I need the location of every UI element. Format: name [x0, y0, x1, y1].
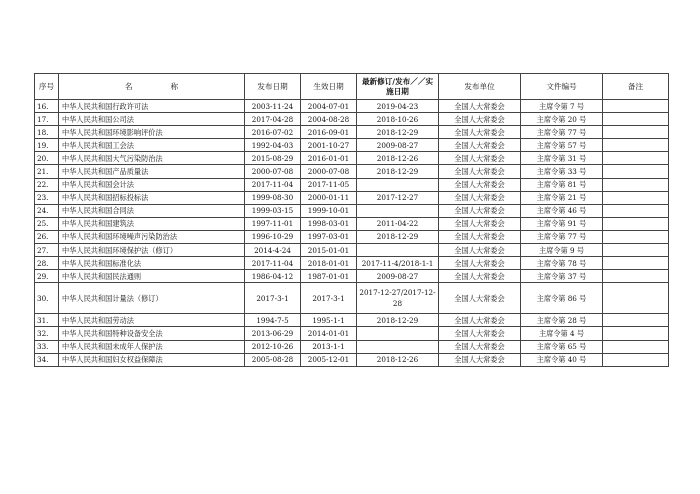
- issuer-cell: 全国人大常委会: [439, 191, 521, 204]
- table-row: [35, 230, 669, 243]
- law-name-cell: 中华人民共和国会计法: [59, 178, 245, 191]
- remark-cell: [603, 270, 669, 283]
- revision-date-cell: [357, 340, 439, 353]
- table-row: [35, 178, 669, 191]
- header-issuer: 发布单位: [439, 74, 521, 100]
- law-name-cell: 中华人民共和国民法通则: [59, 270, 245, 283]
- header-no: 序号: [35, 74, 59, 100]
- table-row: [35, 283, 669, 314]
- remark-cell: [603, 204, 669, 217]
- issuer-cell: 全国人大常委会: [439, 244, 521, 257]
- issuer-cell: 全国人大常委会: [439, 165, 521, 178]
- remark-cell: [603, 100, 669, 113]
- effective-date-cell: 2018-01-01: [301, 257, 357, 270]
- table-row: [35, 217, 669, 230]
- publish-date-cell: 2012-10-26: [245, 340, 301, 353]
- revision-date-cell: 2017-12-27: [357, 191, 439, 204]
- issuer-cell: 全国人大常委会: [439, 113, 521, 126]
- row-number-cell: 31.: [35, 314, 59, 327]
- publish-date-cell: 1986-04-12: [245, 270, 301, 283]
- revision-date-cell: 2019-04-23: [357, 100, 439, 113]
- publish-date-cell: 1997-11-01: [245, 217, 301, 230]
- row-number-cell: 24.: [35, 204, 59, 217]
- publish-date-cell: 1999-08-30: [245, 191, 301, 204]
- issuer-cell: 全国人大常委会: [439, 204, 521, 217]
- row-number-cell: 16.: [35, 100, 59, 113]
- law-name-cell: 中华人民共和国建筑法: [59, 217, 245, 230]
- table-row: [35, 327, 669, 340]
- effective-date-cell: 2016-09-01: [301, 126, 357, 139]
- issuer-cell: 全国人大常委会: [439, 217, 521, 230]
- revision-date-cell: 2009-08-27: [357, 139, 439, 152]
- law-name-cell: 中华人民共和国标准化法: [59, 257, 245, 270]
- doc-number-cell: 主席令第 91 号: [521, 217, 603, 230]
- effective-date-cell: 2004-08-28: [301, 113, 357, 126]
- publish-date-cell: 2017-11-04: [245, 178, 301, 191]
- doc-number-cell: 主席令第 31 号: [521, 152, 603, 165]
- publish-date-cell: 2003-11-24: [245, 100, 301, 113]
- table-row: [35, 257, 669, 270]
- header-effective-date: 生效日期: [301, 74, 357, 100]
- revision-date-cell: 2018-12-29: [357, 314, 439, 327]
- law-name-cell: 中华人民共和国环境影响评价法: [59, 126, 245, 139]
- table-row: [35, 139, 669, 152]
- issuer-cell: 全国人大常委会: [439, 257, 521, 270]
- table-row: [35, 191, 669, 204]
- effective-date-cell: 2001-10-27: [301, 139, 357, 152]
- remark-cell: [603, 126, 669, 139]
- law-name-cell: 中华人民共和国计量法（修订）: [59, 283, 245, 314]
- doc-number-cell: 主席令第 65 号: [521, 340, 603, 353]
- issuer-cell: 全国人大常委会: [439, 230, 521, 243]
- row-number-cell: 34.: [35, 353, 59, 366]
- issuer-cell: 全国人大常委会: [439, 353, 521, 366]
- effective-date-cell: 2016-01-01: [301, 152, 357, 165]
- revision-date-cell: 2018-12-29: [357, 165, 439, 178]
- remark-cell: [603, 217, 669, 230]
- revision-date-cell: 2018-12-29: [357, 230, 439, 243]
- effective-date-cell: 2013-1-1: [301, 340, 357, 353]
- doc-number-cell: 主席令第 86 号: [521, 283, 603, 314]
- remark-cell: [603, 139, 669, 152]
- effective-date-cell: 2017-11-05: [301, 178, 357, 191]
- table-row: [35, 244, 669, 257]
- issuer-cell: 全国人大常委会: [439, 340, 521, 353]
- remark-cell: [603, 230, 669, 243]
- doc-number-cell: 主席令第 9 号: [521, 244, 603, 257]
- doc-number-cell: 主席令第 46 号: [521, 204, 603, 217]
- doc-number-cell: 主席令第 81 号: [521, 178, 603, 191]
- revision-date-cell: 2018-12-26: [357, 353, 439, 366]
- table-row: [35, 340, 669, 353]
- header-doc-number: 文件编号: [521, 74, 603, 100]
- law-name-cell: 中华人民共和国工会法: [59, 139, 245, 152]
- header-row: [35, 74, 669, 100]
- remark-cell: [603, 165, 669, 178]
- table-row: [35, 100, 669, 113]
- row-number-cell: 23.: [35, 191, 59, 204]
- remark-cell: [603, 340, 669, 353]
- law-name-cell: 中华人民共和国劳动法: [59, 314, 245, 327]
- law-name-cell: 中华人民共和国合同法: [59, 204, 245, 217]
- remark-cell: [603, 257, 669, 270]
- table-row: [35, 165, 669, 178]
- effective-date-cell: 2004-07-01: [301, 100, 357, 113]
- revision-date-cell: 2018-10-26: [357, 113, 439, 126]
- law-name-cell: 中华人民共和国产品质量法: [59, 165, 245, 178]
- publish-date-cell: 2017-04-28: [245, 113, 301, 126]
- issuer-cell: 全国人大常委会: [439, 126, 521, 139]
- header-remark: 备注: [603, 74, 669, 100]
- law-name-cell: 中华人民共和国行政许可法: [59, 100, 245, 113]
- header-revision-date: 最新修订/发布／／实施日期: [357, 74, 439, 100]
- row-number-cell: 20.: [35, 152, 59, 165]
- doc-number-cell: 主席令第 33 号: [521, 165, 603, 178]
- effective-date-cell: 2014-01-01: [301, 327, 357, 340]
- table-row: [35, 152, 669, 165]
- effective-date-cell: 2005-12-01: [301, 353, 357, 366]
- effective-date-cell: 2000-01-11: [301, 191, 357, 204]
- issuer-cell: 全国人大常委会: [439, 100, 521, 113]
- publish-date-cell: 2013-06-29: [245, 327, 301, 340]
- row-number-cell: 29.: [35, 270, 59, 283]
- law-name-cell: 中华人民共和国招标投标法: [59, 191, 245, 204]
- remark-cell: [603, 314, 669, 327]
- effective-date-cell: 1995-1-1: [301, 314, 357, 327]
- row-number-cell: 33.: [35, 340, 59, 353]
- issuer-cell: 全国人大常委会: [439, 270, 521, 283]
- row-number-cell: 27.: [35, 244, 59, 257]
- doc-number-cell: 主席令第 78 号: [521, 257, 603, 270]
- effective-date-cell: 1997-03-01: [301, 230, 357, 243]
- doc-number-cell: 主席令第 4 号: [521, 327, 603, 340]
- publish-date-cell: 2017-11-04: [245, 257, 301, 270]
- remark-cell: [603, 283, 669, 314]
- regulations-table: [34, 73, 669, 367]
- table-row: [35, 113, 669, 126]
- revision-date-cell: 2017-11-4/2018-1-1: [357, 257, 439, 270]
- issuer-cell: 全国人大常委会: [439, 139, 521, 152]
- remark-cell: [603, 327, 669, 340]
- doc-number-cell: 主席令第 40 号: [521, 353, 603, 366]
- header-publish-date: 发布日期: [245, 74, 301, 100]
- publish-date-cell: 2005-08-28: [245, 353, 301, 366]
- remark-cell: [603, 113, 669, 126]
- table-row: [35, 126, 669, 139]
- effective-date-cell: 2017-3-1: [301, 283, 357, 314]
- publish-date-cell: 1999-03-15: [245, 204, 301, 217]
- row-number-cell: 25.: [35, 217, 59, 230]
- doc-number-cell: 主席令第 21 号: [521, 191, 603, 204]
- effective-date-cell: 1998-03-01: [301, 217, 357, 230]
- row-number-cell: 21.: [35, 165, 59, 178]
- remark-cell: [603, 152, 669, 165]
- issuer-cell: 全国人大常委会: [439, 314, 521, 327]
- row-number-cell: 19.: [35, 139, 59, 152]
- doc-number-cell: 主席令第 77 号: [521, 126, 603, 139]
- effective-date-cell: 2000-07-08: [301, 165, 357, 178]
- row-number-cell: 26.: [35, 230, 59, 243]
- law-name-cell: 中华人民共和国环境保护法（修订）: [59, 244, 245, 257]
- row-number-cell: 18.: [35, 126, 59, 139]
- revision-date-cell: 2009-08-27: [357, 270, 439, 283]
- publish-date-cell: 2016-07-02: [245, 126, 301, 139]
- row-number-cell: 17.: [35, 113, 59, 126]
- doc-number-cell: 主席令第 57 号: [521, 139, 603, 152]
- doc-number-cell: 主席令第 28 号: [521, 314, 603, 327]
- issuer-cell: 全国人大常委会: [439, 283, 521, 314]
- publish-date-cell: 1996-10-29: [245, 230, 301, 243]
- remark-cell: [603, 178, 669, 191]
- publish-date-cell: 1994-7-5: [245, 314, 301, 327]
- effective-date-cell: 1987-01-01: [301, 270, 357, 283]
- remark-cell: [603, 244, 669, 257]
- doc-number-cell: 主席令第 77 号: [521, 230, 603, 243]
- revision-date-cell: [357, 327, 439, 340]
- effective-date-cell: 1999-10-01: [301, 204, 357, 217]
- remark-cell: [603, 353, 669, 366]
- effective-date-cell: 2015-01-01: [301, 244, 357, 257]
- law-name-cell: 中华人民共和国公司法: [59, 113, 245, 126]
- remark-cell: [603, 191, 669, 204]
- row-number-cell: 22.: [35, 178, 59, 191]
- revision-date-cell: 2017-12-27/2017-12-28: [357, 283, 439, 314]
- table-row: [35, 353, 669, 366]
- table-row: [35, 270, 669, 283]
- issuer-cell: 全国人大常委会: [439, 178, 521, 191]
- law-name-cell: 中华人民共和国特种设备安全法: [59, 327, 245, 340]
- header-name: 名 称: [59, 74, 245, 100]
- revision-date-cell: [357, 244, 439, 257]
- revision-date-cell: 2018-12-26: [357, 152, 439, 165]
- revision-date-cell: 2011-04-22: [357, 217, 439, 230]
- publish-date-cell: 2017-3-1: [245, 283, 301, 314]
- revision-date-cell: 2018-12-29: [357, 126, 439, 139]
- law-name-cell: 中华人民共和国未成年人保护法: [59, 340, 245, 353]
- law-name-cell: 中华人民共和国妇女权益保障法: [59, 353, 245, 366]
- publish-date-cell: 2000-07-08: [245, 165, 301, 178]
- table-row: [35, 314, 669, 327]
- row-number-cell: 30.: [35, 283, 59, 314]
- issuer-cell: 全国人大常委会: [439, 152, 521, 165]
- doc-number-cell: 主席令第 20 号: [521, 113, 603, 126]
- row-number-cell: 28.: [35, 257, 59, 270]
- row-number-cell: 32.: [35, 327, 59, 340]
- issuer-cell: 全国人大常委会: [439, 327, 521, 340]
- table-row: [35, 204, 669, 217]
- doc-number-cell: 主席令第 37 号: [521, 270, 603, 283]
- doc-number-cell: 主席令第 7 号: [521, 100, 603, 113]
- publish-date-cell: 1992-04-03: [245, 139, 301, 152]
- publish-date-cell: 2015-08-29: [245, 152, 301, 165]
- publish-date-cell: 2014-4-24: [245, 244, 301, 257]
- revision-date-cell: [357, 178, 439, 191]
- law-name-cell: 中华人民共和国大气污染防治法: [59, 152, 245, 165]
- revision-date-cell: [357, 204, 439, 217]
- law-name-cell: 中华人民共和国环境噪声污染防治法: [59, 230, 245, 243]
